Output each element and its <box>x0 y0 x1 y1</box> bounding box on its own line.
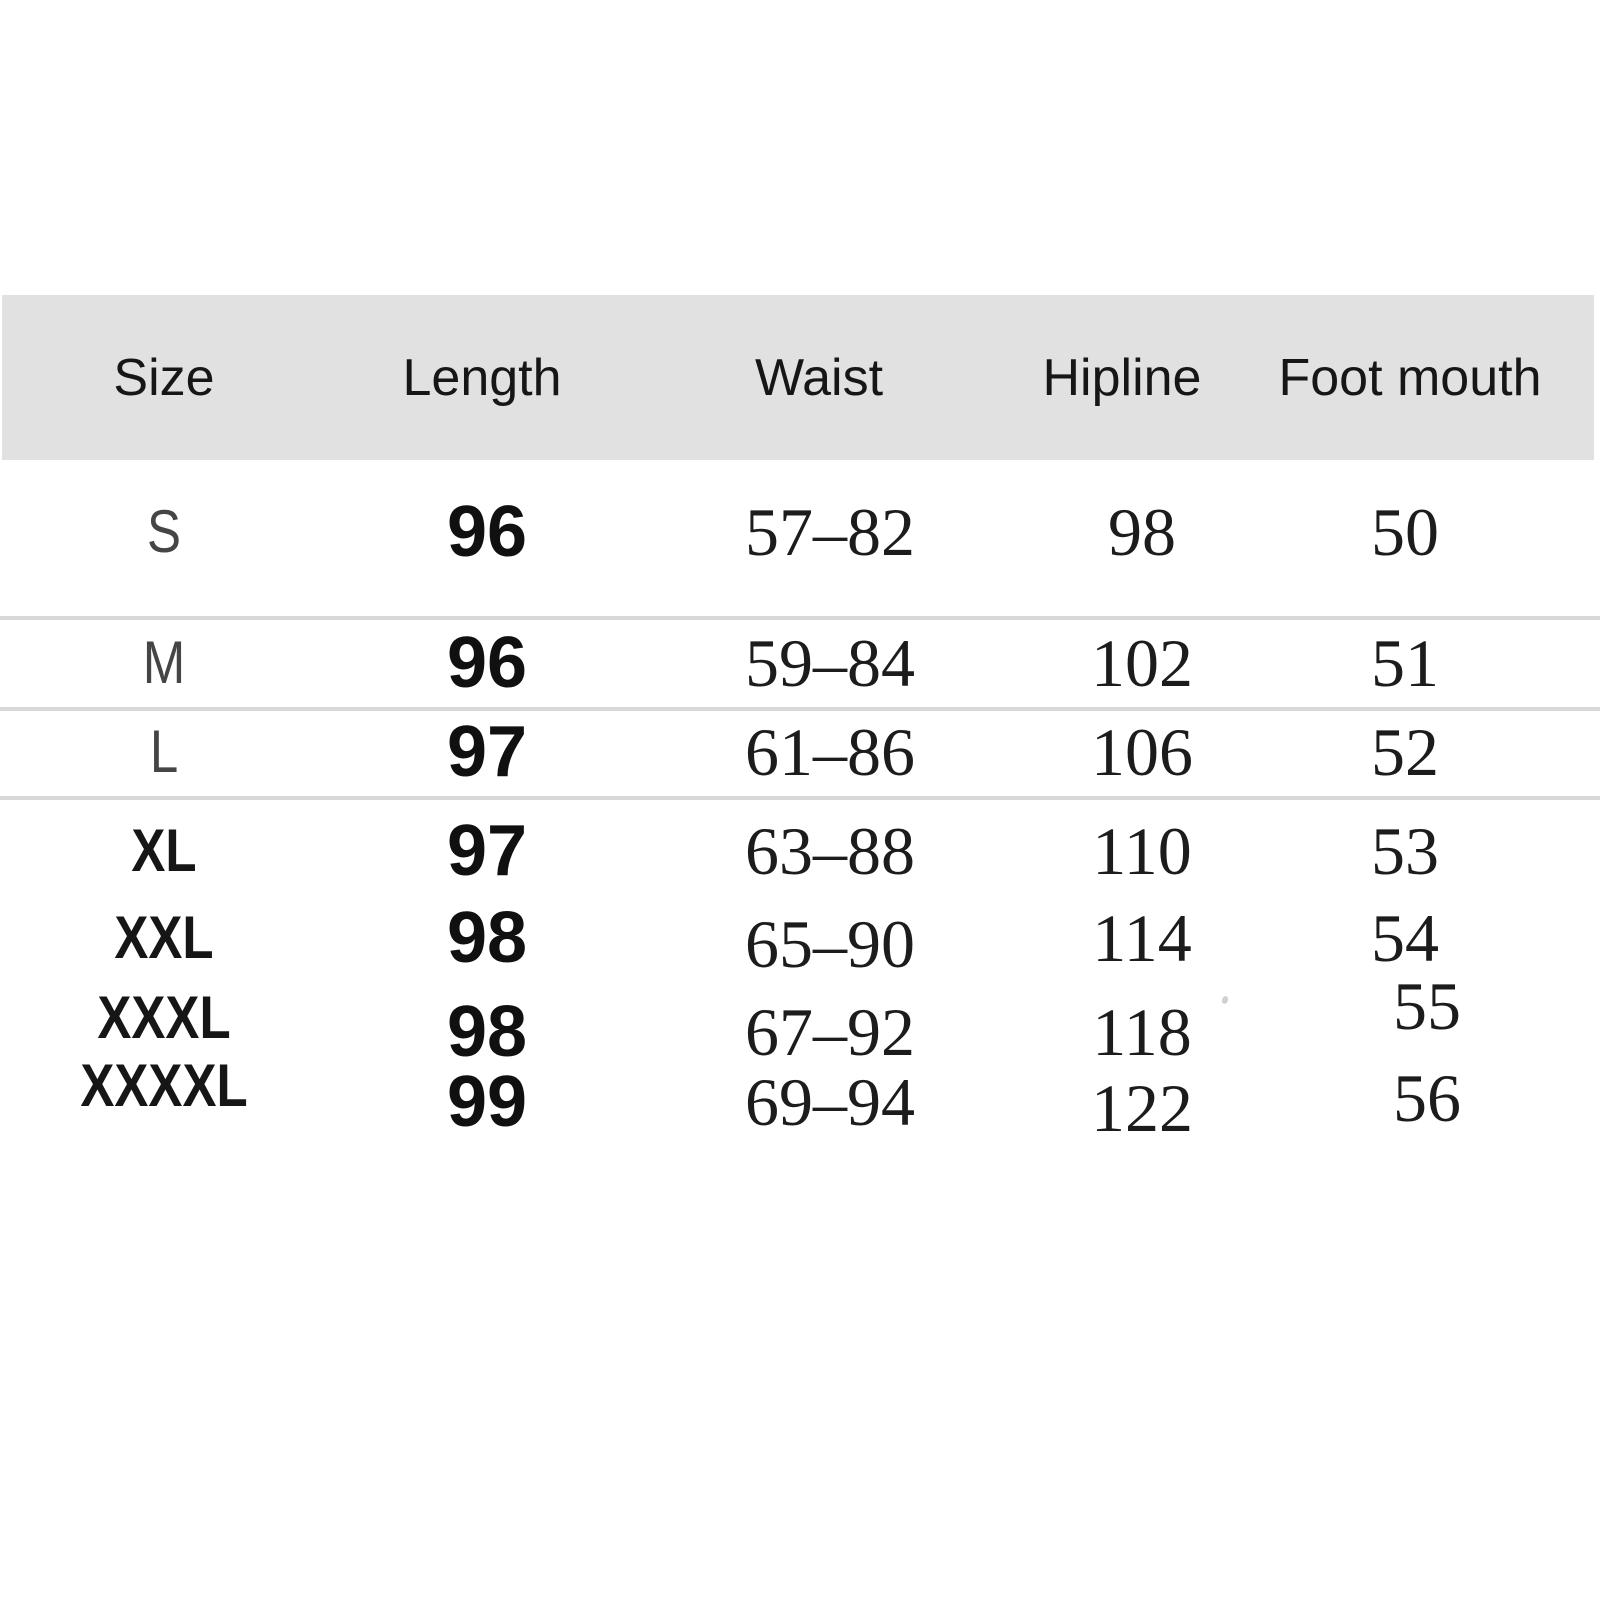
table-header-row <box>2 295 1594 460</box>
size-cell: M <box>142 629 186 696</box>
waist-cell: 63–88 <box>745 813 915 889</box>
column-header-size: Size <box>113 348 215 407</box>
column-header-waist: Waist <box>754 348 884 407</box>
foot-mouth-cell: 56 <box>1393 1060 1461 1136</box>
length-cell: 98 <box>446 992 528 1072</box>
length-cell: 98 <box>446 898 528 978</box>
column-header-length: Length <box>402 348 562 407</box>
foot-mouth-cell: 55 <box>1393 968 1461 1044</box>
foot-mouth-cell: 53 <box>1371 813 1439 889</box>
waist-cell: 61–86 <box>745 714 915 790</box>
waist-cell: 65–90 <box>745 906 915 982</box>
length-cell: 99 <box>446 1062 528 1142</box>
row-divider <box>0 616 1600 620</box>
foot-mouth-cell: 50 <box>1371 494 1439 570</box>
hipline-cell: 118 <box>1092 994 1192 1070</box>
foot-mouth-cell: 52 <box>1371 714 1439 790</box>
row-divider <box>0 796 1600 800</box>
column-header-foot-mouth: Foot mouth <box>1278 348 1542 407</box>
waist-cell: 67–92 <box>745 994 915 1070</box>
row-divider <box>0 707 1600 711</box>
size-cell: S <box>146 498 182 565</box>
hipline-cell: 114 <box>1092 900 1192 976</box>
size-cell: XXXL <box>97 984 231 1051</box>
column-header-hipline: Hipline <box>1042 348 1202 407</box>
size-cell: XL <box>131 817 197 884</box>
size-cell: L <box>149 718 179 785</box>
hipline-cell: 106 <box>1091 714 1193 790</box>
speck-artifact <box>1221 995 1229 1005</box>
hipline-cell: 122 <box>1091 1070 1193 1146</box>
foot-mouth-cell: 54 <box>1371 900 1439 976</box>
length-cell: 96 <box>446 623 528 703</box>
foot-mouth-cell: 51 <box>1371 625 1439 701</box>
size-cell: XXL <box>114 904 214 971</box>
waist-cell: 57–82 <box>745 494 915 570</box>
waist-cell: 69–94 <box>745 1064 915 1140</box>
length-cell: 97 <box>446 712 528 792</box>
hipline-cell: 110 <box>1092 813 1192 889</box>
size-cell: XXXXL <box>80 1052 248 1119</box>
waist-cell: 59–84 <box>745 625 915 701</box>
hipline-cell: 102 <box>1091 625 1193 701</box>
length-cell: 96 <box>446 492 528 572</box>
hipline-cell: 98 <box>1108 494 1176 570</box>
length-cell: 97 <box>446 811 528 891</box>
